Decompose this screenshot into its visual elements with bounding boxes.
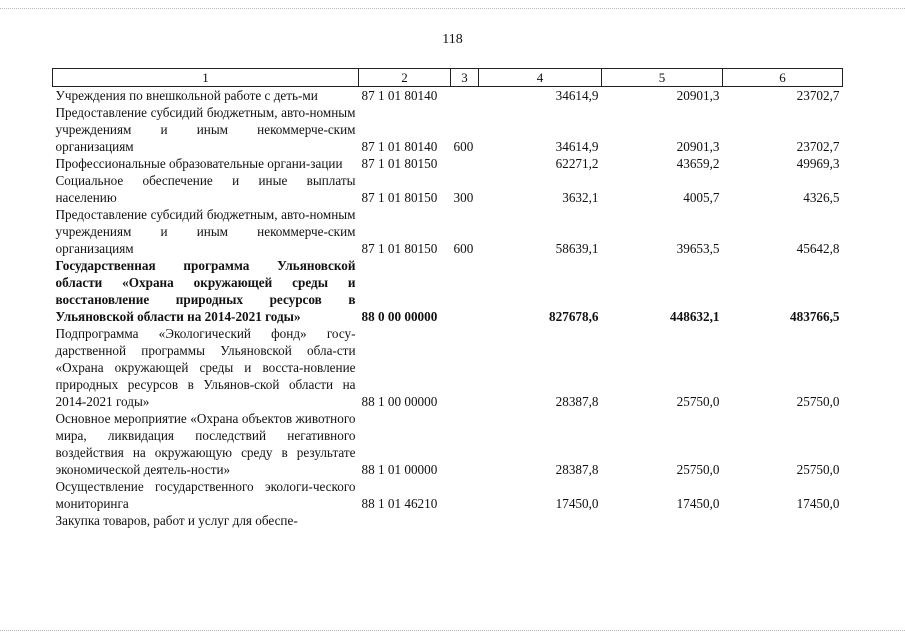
table-body <box>53 87 843 530</box>
table-row <box>53 410 843 478</box>
row-value-1-cell <box>479 512 602 529</box>
row-type-cell <box>451 87 479 105</box>
row-name-cell: Профессиональные образовательные органи-зации <box>55 156 343 171</box>
row-code-cell: 87 1 01 80140 <box>361 139 438 154</box>
row-type-cell <box>451 410 479 478</box>
row-name-cell: Основное мероприятие «Охрана объектов животного мира, ликвидация последствий негативного воздействия на окружающую среду в результате экономической деятель-ности» <box>55 411 356 477</box>
row-value-1-cell: 62271,2 <box>555 156 599 171</box>
row-type-cell <box>451 512 479 529</box>
row-value-3-cell: 25750,0 <box>796 462 840 477</box>
row-value-1-cell: 34614,9 <box>555 139 599 154</box>
row-name-cell: Предоставление субсидий бюджетным, авто-номным учреждениям и иным некоммерче-ским организациям <box>55 207 356 256</box>
row-name-cell: Предоставление субсидий бюджетным, авто-номным учреждениям и иным некоммерче-ским организациям <box>55 105 356 154</box>
row-value-2-cell: 20901,3 <box>676 139 720 154</box>
header-row <box>53 69 843 87</box>
table-row <box>53 104 843 155</box>
table-row <box>53 155 843 172</box>
row-type-cell <box>451 478 479 512</box>
table-row <box>53 206 843 257</box>
row-value-3-cell: 25750,0 <box>796 394 840 409</box>
row-type-cell: 600 <box>453 241 474 256</box>
row-value-2-cell: 17450,0 <box>676 496 720 511</box>
page-number: 118 <box>442 32 463 47</box>
row-type-cell <box>451 257 479 325</box>
column-header: 6 <box>723 69 843 87</box>
scan-artifact-top <box>0 8 905 11</box>
row-value-2-cell: 39653,5 <box>676 241 720 256</box>
row-code-cell <box>359 512 451 529</box>
row-value-2-cell: 25750,0 <box>676 462 720 477</box>
row-name-cell: Закупка товаров, работ и услуг для обеспе- <box>55 513 298 528</box>
row-code-cell: 88 0 00 00000 <box>361 309 438 324</box>
row-code-cell: 87 1 01 80140 <box>361 88 438 103</box>
row-value-1-cell: 58639,1 <box>555 241 599 256</box>
row-value-3-cell: 45642,8 <box>796 241 840 256</box>
row-type-cell: 600 <box>453 139 474 154</box>
row-value-2-cell: 20901,3 <box>676 88 720 103</box>
column-header: 1 <box>53 69 359 87</box>
row-code-cell: 88 1 01 00000 <box>361 462 438 477</box>
row-code-cell: 88 1 01 46210 <box>361 496 438 511</box>
row-value-3-cell: 17450,0 <box>796 496 840 511</box>
row-name-cell: Осуществление государственного экологи-ческого мониторинга <box>55 479 356 511</box>
row-value-3-cell: 23702,7 <box>796 139 840 154</box>
table-row <box>53 478 843 512</box>
table-row <box>53 512 843 529</box>
row-type-cell <box>451 325 479 410</box>
row-value-1-cell: 17450,0 <box>555 496 599 511</box>
table-row <box>53 257 843 325</box>
row-value-3-cell <box>723 512 843 529</box>
row-name-cell: Государственная программа Ульяновской области «Охрана окружающей среды и восстановление природных ресурсов в Ульяновской области на 2014-2021 годы» <box>55 258 356 324</box>
column-header: 5 <box>602 69 723 87</box>
column-header: 2 <box>359 69 451 87</box>
row-value-2-cell: 25750,0 <box>676 394 720 409</box>
row-value-1-cell: 28387,8 <box>555 394 599 409</box>
row-value-3-cell: 4326,5 <box>803 190 840 205</box>
table-row <box>53 172 843 206</box>
budget-table <box>52 68 843 529</box>
row-value-2-cell <box>602 512 723 529</box>
row-value-2-cell: 448632,1 <box>670 309 720 324</box>
row-value-1-cell: 34614,9 <box>555 88 599 103</box>
row-name-cell: Социальное обеспечение и иные выплаты населению <box>55 173 356 205</box>
row-code-cell: 87 1 01 80150 <box>361 241 438 256</box>
row-code-cell: 87 1 01 80150 <box>361 190 438 205</box>
row-value-3-cell: 49969,3 <box>796 156 840 171</box>
row-value-3-cell: 23702,7 <box>796 88 840 103</box>
row-value-1-cell: 827678,6 <box>549 309 599 324</box>
column-header: 4 <box>479 69 602 87</box>
row-value-2-cell: 43659,2 <box>676 156 720 171</box>
row-name-cell: Подпрограмма «Экологический фонд» госу-дарственной программы Ульяновской обла-сти «Охрана окружающей среды и восста-новление природных ресурсов в Ульянов-ской области на 2014-2021 годы» <box>55 326 356 409</box>
row-type-cell <box>451 155 479 172</box>
row-value-1-cell: 3632,1 <box>562 190 599 205</box>
row-value-1-cell: 28387,8 <box>555 462 599 477</box>
table-row <box>53 87 843 105</box>
row-value-3-cell: 483766,5 <box>790 309 840 324</box>
row-value-2-cell: 4005,7 <box>683 190 720 205</box>
row-type-cell: 300 <box>453 190 474 205</box>
table-row <box>53 325 843 410</box>
row-code-cell: 88 1 00 00000 <box>361 394 438 409</box>
column-header: 3 <box>451 69 479 87</box>
scan-artifact-bottom <box>0 630 905 633</box>
row-code-cell: 87 1 01 80150 <box>361 156 438 171</box>
row-name-cell: Учреждения по внешкольной работе с деть-ми <box>55 88 318 103</box>
